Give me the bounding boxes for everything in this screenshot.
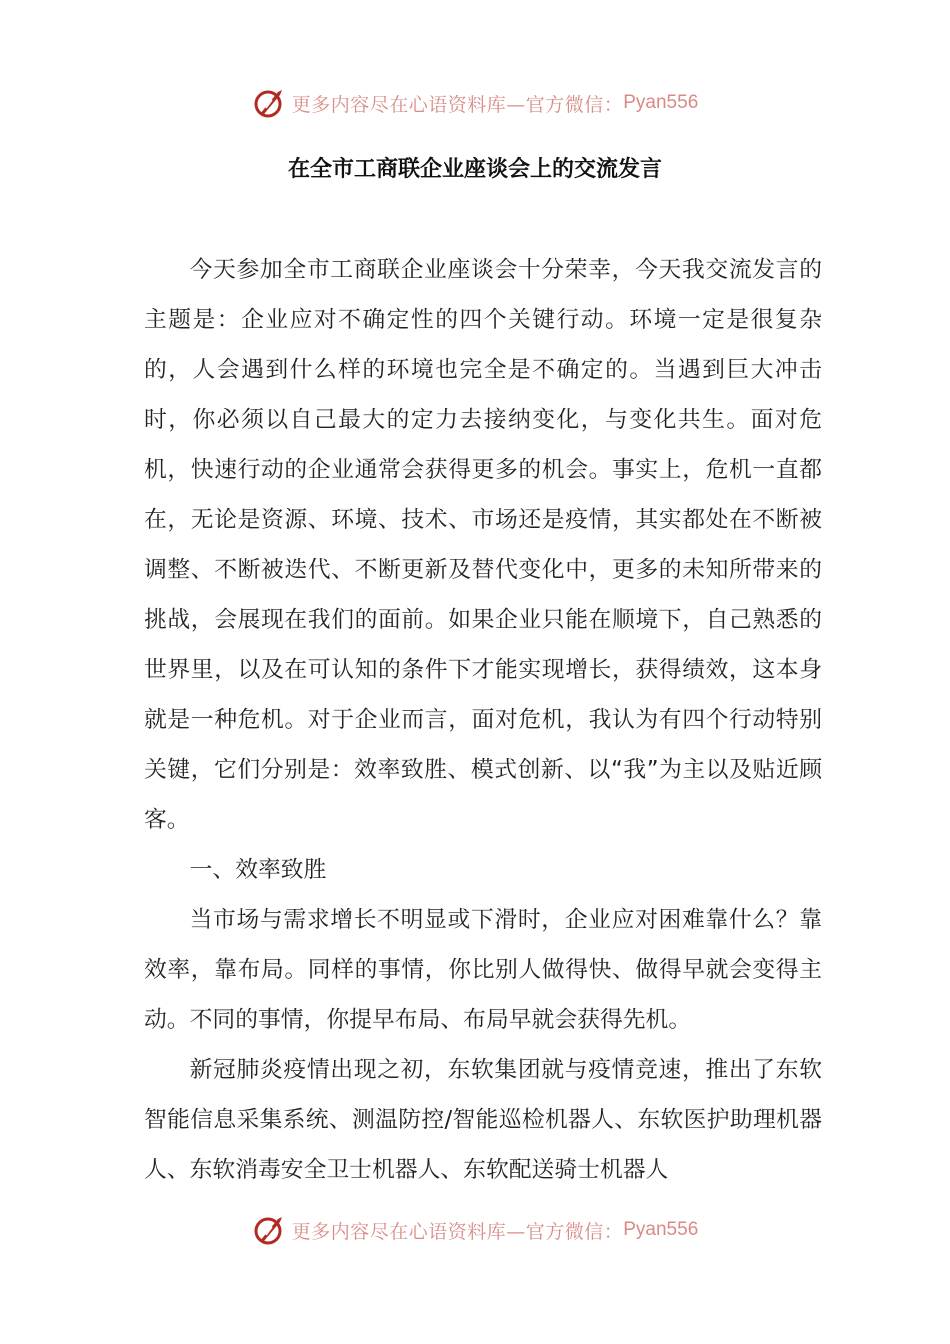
paragraph: 新冠肺炎疫情出现之初，东软集团就与疫情竞速，推出了东软智能信息采集系统、测温防控/智能巡检机器人、东软医护助理机器人、东软消毒安全卫士机器人、东软配送骑士机器人 [144,1057,822,1183]
paragraph: 今天参加全市工商联企业座谈会十分荣幸，今天我交流发言的主题是：企业应对不确定性的四个关键行动。环境一定是很复杂的，人会遇到什么样的环境也完全是不确定的。当遇到巨大冲击时，你必须以自己最大的定力去接纳变化，与变化共生。面对危机，快速行动的企业通常会获得更多的机会。事实上，危机一直都在，无论是资源、环境、技术、市场还是疫情，其实都处在不断被调整、不断被迭代、不断更新及替代变化中，更多的未知所带来的挑战，会展现在我们的面前。如果企业只能在顺境下，自己熟悉的世界里，以及在可认知的条件下才能实现增长，获得绩效，这本身就是一种危机。对于企业而言，面对危机，我认为有四个行动特别关键，它们分别是：效率致胜、模式创新、以“我”为主以及贴近顾客。 [144,257,822,833]
feather-pen-logo-icon [252,1213,286,1247]
header-watermark-banner [0,83,950,123]
document-title: 在全市工商联企业座谈会上的交流发言 [287,157,662,182]
feather-pen-logo-icon [252,86,286,120]
footer-watermark-banner [0,1210,950,1250]
banner-text: 更多内容尽在心语资料库—官方微信： [291,1220,624,1243]
banner-wechat-id: Pyan556 [623,1219,699,1240]
banner-wechat-id: Pyan556 [623,92,699,113]
paragraph: 当市场与需求增长不明显或下滑时，企业应对困难靠什么？靠效率，靠布局。同样的事情，你比别人做得快、做得早就会变得主动。不同的事情，你提早布局、布局早就会获得先机。 [144,907,822,1033]
section-heading: 一、效率致胜 [189,857,327,883]
banner-text: 更多内容尽在心语资料库—官方微信： [291,93,624,116]
document-body [144,245,822,1195]
